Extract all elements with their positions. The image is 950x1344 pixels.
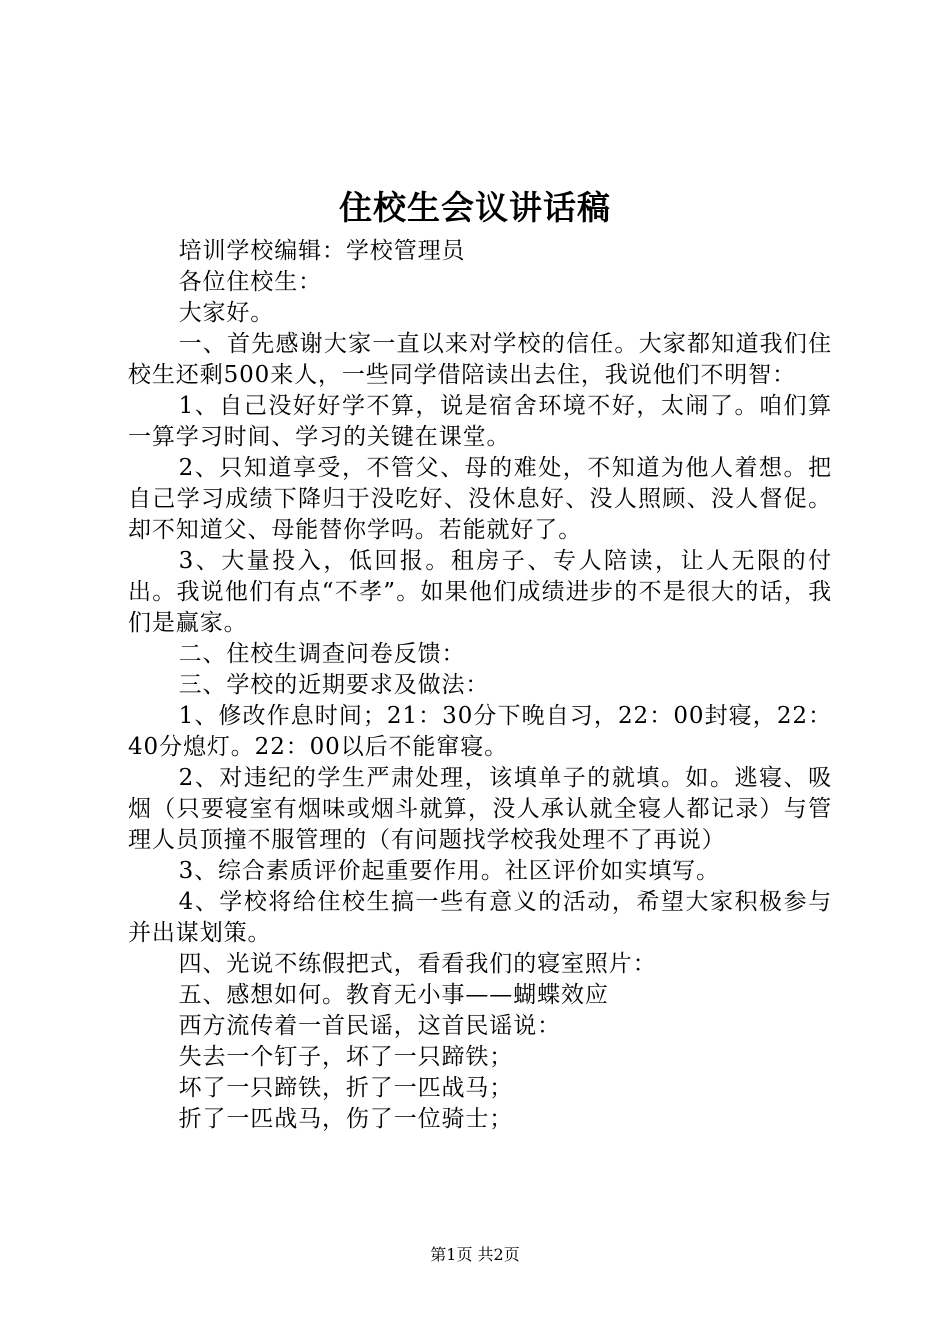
document-body	[128, 236, 832, 1135]
paragraph: 坏了一只蹄铁，折了一匹战马；	[178, 1075, 514, 1101]
paragraph: 1、修改作息时间；21：30分下晚自习，22：00封寝，22：40分熄灯。22：00以后不能窜寝。	[128, 703, 832, 760]
paragraph: 五、感想如何。教育无小事——蝴蝶效应	[178, 982, 609, 1008]
paragraph: 3、大量投入，低回报。租房子、专人陪读，让人无限的付出。我说他们有点“不孝”。如果他们成绩进步的不是很大的话，我们是赢家。	[128, 548, 832, 636]
page-footer: 第1页 共2页	[430, 1245, 520, 1264]
paragraph: 培训学校编辑：学校管理员	[178, 238, 466, 264]
paragraph: 一、首先感谢大家一直以来对学校的信任。大家都知道我们住校生还剩500来人，一些同学借陪读出去住，我说他们不明智：	[128, 331, 832, 388]
paragraph: 1、自己没好好学不算，说是宿舍环境不好，太闹了。咱们算一算学习时间、学习的关键在课堂。	[128, 393, 832, 450]
paragraph: 四、光说不练假把式，看看我们的寝室照片：	[178, 951, 657, 977]
paragraph: 3、综合素质评价起重要作用。社区评价如实填写。	[178, 858, 720, 884]
paragraph: 各位住校生：	[178, 269, 322, 295]
paragraph: 二、住校生调查问卷反馈：	[178, 641, 466, 667]
paragraph: 折了一匹战马，伤了一位骑士；	[178, 1106, 514, 1132]
paragraph: 2、只知道享受，不管父、母的难处，不知道为他人着想。把自己学习成绩下降归于没吃好、没休息好、没人照顾、没人督促。却不知道父、母能替你学吗。若能就好了。	[128, 455, 832, 543]
paragraph: 2、对违纪的学生严肃处理，该填单子的就填。如。逃寝、吸烟（只要寝室有烟味或烟斗就算，没人承认就全寝人都记录）与管理人员顶撞不服管理的（有问题找学校我处理不了再说）	[128, 765, 832, 853]
paragraph: 大家好。	[178, 300, 275, 326]
paragraph: 三、学校的近期要求及做法：	[178, 672, 490, 698]
paragraph: 4、学校将给住校生搞一些有意义的活动，希望大家积极参与并出谋划策。	[128, 889, 832, 946]
document-title: 住校生会议讲话稿	[339, 188, 611, 227]
paragraph: 失去一个钉子，坏了一只蹄铁；	[178, 1044, 514, 1070]
paragraph: 西方流传着一首民谣，这首民谣说：	[178, 1013, 561, 1039]
